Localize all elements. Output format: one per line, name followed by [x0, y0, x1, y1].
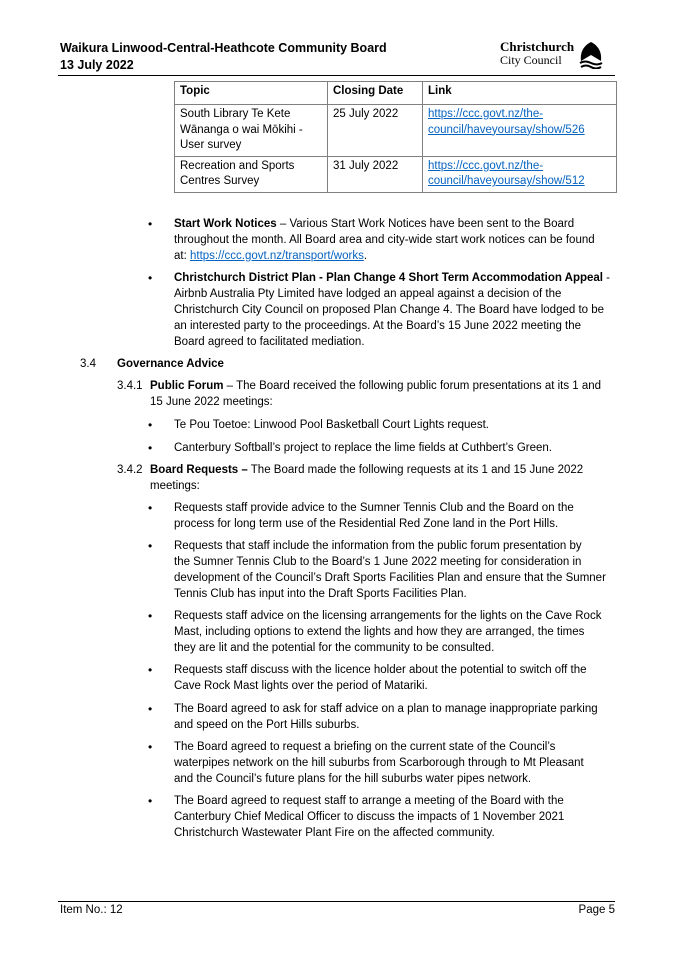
- column-header-closing-date: Closing Date: [328, 82, 423, 105]
- item-line: and the Council’s future plans for the hill suburbs water pipes network.: [174, 773, 532, 785]
- survey-link[interactable]: [428, 159, 611, 190]
- column-header-topic: Topic: [175, 82, 328, 105]
- item-heading: Public Forum: [150, 380, 224, 392]
- page-number: Page 5: [578, 904, 615, 916]
- bullet-icon: •: [148, 740, 153, 754]
- item-line: an interested party to the proceedings. At the Board’s 15 June 2022 meeting the: [174, 320, 582, 332]
- item-line: Board agreed to facilitated mediation.: [174, 336, 365, 348]
- item-text: – Various Start Work Notices have been sent to the Board: [276, 218, 575, 230]
- bullet-icon: •: [148, 441, 153, 455]
- list-item: [174, 662, 619, 694]
- item-line: development of the Council’s Draft Sports Facilities Plan and ensure that the Sumner: [174, 572, 606, 584]
- subsection-number: 3.4.2: [117, 464, 143, 476]
- item-line: The Board agreed to request a briefing on the current state of the Council’s: [174, 741, 556, 753]
- start-work-notices-item: [174, 216, 619, 264]
- item-line: [174, 270, 619, 286]
- footer-rule: [58, 901, 615, 902]
- table-row: [175, 156, 617, 192]
- logo-text-line1: Christchurch: [500, 39, 575, 54]
- item-line: Canterbury Chief Medical Officer to discuss the impacts of 1 November 2021: [174, 811, 565, 823]
- topic-cell: [175, 105, 328, 157]
- council-logo: [500, 40, 604, 70]
- table-header-row: [175, 82, 617, 105]
- item-line: meetings:: [150, 480, 200, 492]
- list-item: [174, 739, 619, 787]
- table-row: [175, 105, 617, 157]
- item-line: Tennis Club has input into the Draft Sports Facilities Plan.: [174, 588, 467, 600]
- link-cell: [423, 105, 617, 157]
- list-item: [174, 793, 619, 841]
- closing-date-cell: 25 July 2022: [328, 105, 423, 157]
- item-line: Requests staff discuss with the licence holder about the potential to switch off the: [174, 664, 587, 676]
- bullet-icon: •: [148, 418, 153, 432]
- consultation-table: [174, 81, 617, 193]
- topic-line: User survey: [180, 139, 242, 151]
- item-line: [174, 248, 619, 264]
- item-text: The Board made the following requests at its 1 and 15 June 2022: [247, 464, 584, 476]
- link-line[interactable]: council/haveyoursay/show/512: [428, 175, 585, 187]
- topic-cell: [175, 156, 328, 192]
- item-text: – The Board received the following public forum presentations at its 1 and: [223, 380, 602, 392]
- item-line: Cave Rock Mast lights over the period of Matariki.: [174, 680, 428, 692]
- section-title-text: Governance Advice: [117, 358, 224, 370]
- item-line: the Sumner Tennis Club to the Board’s 1 June 2022 meeting for consideration in: [174, 556, 582, 568]
- item-heading: Christchurch District Plan - Plan Change 4 Short Term Accommodation Appeal: [174, 272, 603, 284]
- item-text: .: [363, 250, 368, 262]
- bullet-icon: •: [148, 501, 153, 515]
- bullet-icon: •: [148, 663, 153, 677]
- public-forum-paragraph: [150, 378, 618, 410]
- item-text: at:: [174, 250, 190, 262]
- logo-text-line2: City Council: [500, 53, 562, 67]
- section-title: [117, 356, 224, 372]
- section-number: 3.4: [80, 358, 96, 370]
- bullet-icon: •: [148, 794, 153, 808]
- item-line: The Board agreed to request staff to arrange a meeting of the Board with the: [174, 795, 564, 807]
- item-line: 15 June 2022 meetings:: [150, 396, 273, 408]
- bullet-icon: •: [148, 217, 153, 231]
- list-item: Canterbury Softball’s project to replace the lime fields at Cuthbert’s Green.: [174, 442, 552, 454]
- closing-date-cell: 31 July 2022: [328, 156, 423, 192]
- bullet-icon: •: [148, 271, 153, 285]
- item-line: [150, 378, 618, 394]
- list-item: [174, 538, 619, 602]
- item-line: Christchurch City Council on proposed Plan Change 4. The Board have lodged to be: [174, 304, 605, 316]
- item-line: and speed on the Port Hills suburbs.: [174, 719, 360, 731]
- link-line[interactable]: https://ccc.govt.nz/the-: [428, 108, 544, 120]
- item-line: Requests staff provide advice to the Sumner Tennis Club and the Board on the: [174, 502, 574, 514]
- item-line: process for long term use of the Residential Red Zone land in the Port Hills.: [174, 518, 559, 530]
- list-item: Te Pou Toetoe: Linwood Pool Basketball Court Lights request.: [174, 419, 489, 431]
- header-rule: [58, 75, 615, 76]
- subsection-number: 3.4.1: [117, 380, 143, 392]
- topic-line: Centres Survey: [180, 175, 260, 187]
- item-line: throughout the month. All Board area and city-wide start work notices can be found: [174, 234, 595, 246]
- transport-works-link[interactable]: https://ccc.govt.nz/transport/works: [189, 250, 364, 262]
- council-emblem-icon: [578, 41, 604, 69]
- list-item: [174, 608, 619, 656]
- item-line: [150, 462, 618, 478]
- item-line: Airbnb Australia Pty Limited have lodged an appeal against a decision of the: [174, 288, 562, 300]
- list-item: [174, 701, 619, 733]
- item-number: Item No.: 12: [60, 904, 123, 916]
- bullet-icon: •: [148, 539, 153, 553]
- topic-line: Wānanga o wai Mōkihi -: [180, 123, 303, 136]
- board-requests-paragraph: [150, 462, 618, 494]
- item-line: Requests staff advice on the licensing arrangements for the lights on the Cave Rock: [174, 610, 602, 622]
- topic-line: Recreation and Sports: [180, 159, 295, 172]
- district-plan-item: [174, 270, 619, 350]
- item-line: they are lit and the potential for the community to be consulted.: [174, 642, 495, 654]
- item-text: -: [602, 272, 611, 284]
- link-line[interactable]: council/haveyoursay/show/526: [428, 123, 585, 136]
- column-header-link: Link: [423, 82, 617, 105]
- meeting-date: 13 July 2022: [60, 58, 134, 72]
- item-line: Mast, including options to extend the lights and how they are arranged, the times: [174, 626, 585, 638]
- item-heading: Board Requests –: [150, 464, 248, 476]
- item-heading: Start Work Notices: [174, 218, 277, 230]
- item-line: The Board agreed to ask for staff advice on a plan to manage inappropriate parking: [174, 703, 598, 715]
- topic-line: South Library Te Kete: [180, 108, 291, 120]
- item-line: [174, 216, 619, 232]
- bullet-icon: •: [148, 609, 153, 623]
- item-line: Requests that staff include the information from the public forum presentation by: [174, 540, 582, 552]
- link-cell: [423, 156, 617, 192]
- bullet-icon: •: [148, 702, 153, 716]
- item-line: waterpipes network on the hill suburbs from Scarborough through to Mt Pleasant: [174, 757, 584, 769]
- link-line[interactable]: https://ccc.govt.nz/the-: [428, 159, 544, 172]
- list-item: [174, 500, 619, 532]
- survey-link[interactable]: [428, 107, 611, 138]
- board-title: Waikura Linwood-Central-Heathcote Community Board: [60, 41, 387, 55]
- item-line: Christchurch Wastewater Plant Fire on the affected community.: [174, 827, 495, 839]
